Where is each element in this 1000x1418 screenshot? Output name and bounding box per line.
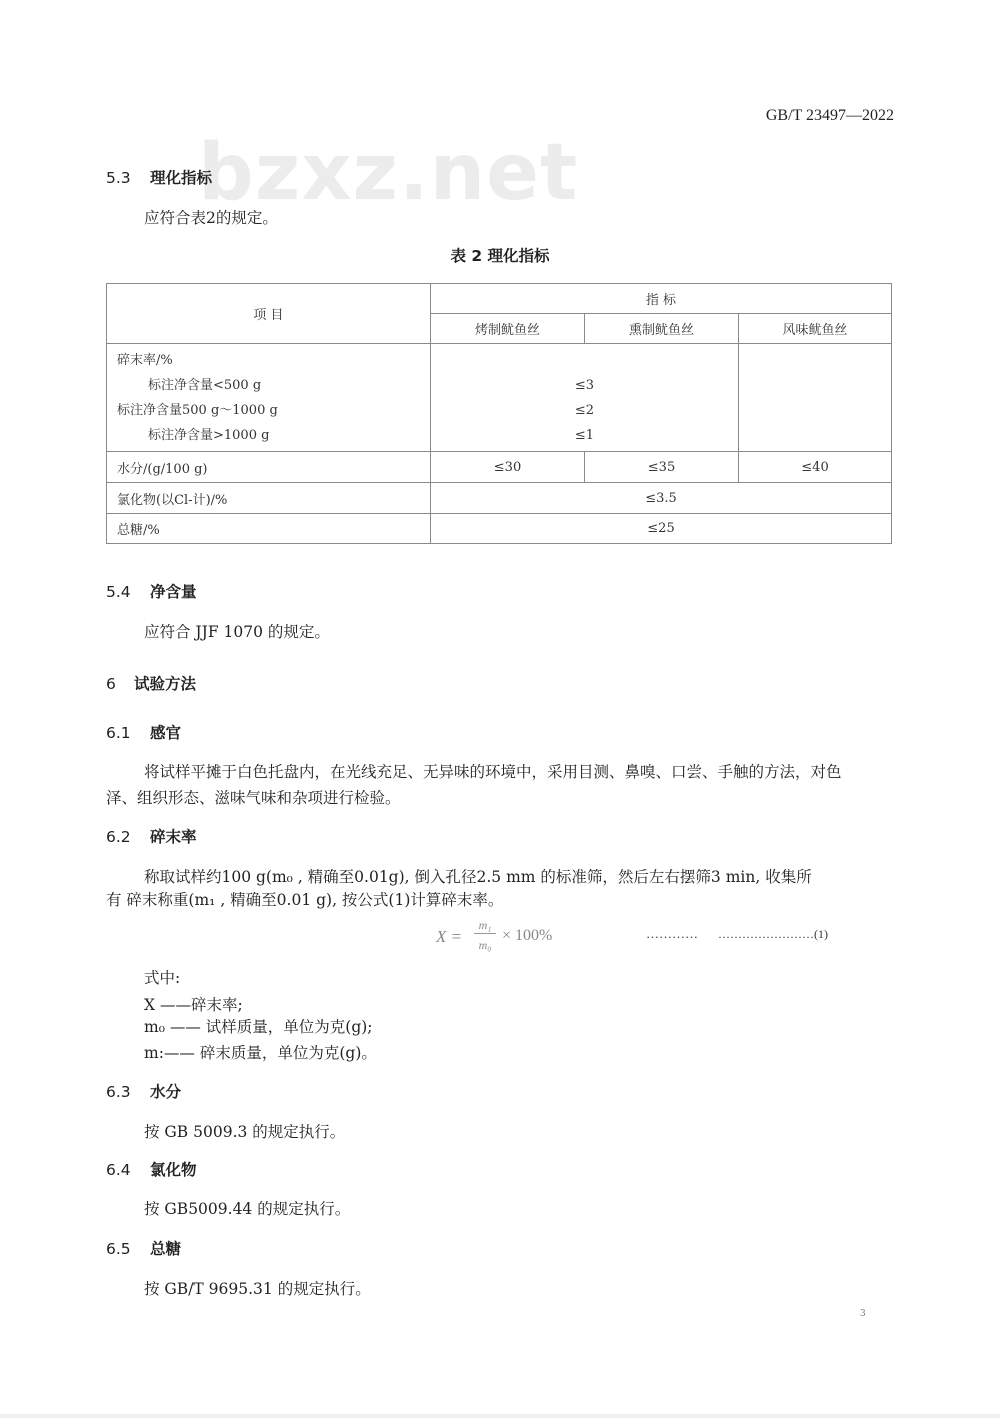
section-number: 6.3 [106, 1083, 131, 1101]
table-2 [106, 283, 892, 544]
formula-where: 式中: [144, 969, 181, 987]
section-5-4-heading [106, 580, 197, 602]
section-6-4-text: 按 GB5009.44 的规定执行。 [144, 1200, 351, 1218]
table-2-caption: 表 2 理化指标 [450, 247, 550, 265]
formula-def-x: X ——碎末率; [144, 996, 243, 1014]
section-6-1-heading [106, 721, 181, 743]
broken-title: 碎末率/% [117, 352, 173, 368]
section-title: 水分 [150, 1083, 182, 1101]
moisture-flavored: ≤40 [739, 452, 892, 483]
section-number: 5.3 [106, 169, 131, 187]
chloride-value: ≤3.5 [431, 483, 892, 514]
section-number: 6.2 [106, 828, 131, 846]
section-number: 6 [106, 675, 116, 693]
header-item: 项 目 [107, 284, 431, 344]
broken-sub-3: 标注净含量>1000 g [148, 427, 270, 443]
broken-flavored-empty [739, 344, 892, 452]
header-roasted: 烤制鱿鱼丝 [431, 314, 585, 344]
section-title: 试验方法 [134, 675, 197, 693]
section-number: 6.4 [106, 1161, 131, 1179]
row-broken-values [431, 344, 739, 452]
row-sugar-label: 总糖/% [107, 514, 431, 544]
moisture-smoked: ≤35 [585, 452, 739, 483]
row-moisture-label: 水分/(g/100 g) [107, 452, 431, 483]
row-chloride-label: 氯化物(以Cl-计)/% [107, 483, 431, 514]
section-5-3-heading [106, 166, 212, 188]
moisture-roasted: ≤30 [431, 452, 585, 483]
section-title: 总糖 [150, 1240, 182, 1258]
formula-dots-1: ………… [646, 926, 698, 941]
section-6-heading [106, 672, 196, 694]
sugar-value: ≤25 [431, 514, 892, 544]
broken-sub-1: 标注净含量<500 g [148, 377, 262, 393]
header-index: 指 标 [431, 284, 892, 314]
broken-value-2: ≤2 [574, 402, 595, 418]
header-smoked: 熏制鱿鱼丝 [585, 314, 739, 344]
section-title: 净含量 [150, 583, 197, 601]
formula-def-m: m:—— 碎末质量，单位为克(g)。 [144, 1044, 377, 1062]
page-number: 3 [860, 1309, 866, 1319]
formula-dots-2: ……………………(1) [718, 927, 828, 941]
section-number: 6.1 [106, 724, 131, 742]
section-title: 感官 [150, 724, 182, 742]
section-5-3-text: 应符合表2的规定。 [144, 209, 278, 227]
watermark: bzxz.net [198, 128, 579, 218]
standard-number: GB/T 23497—2022 [765, 107, 894, 124]
section-6-2-line-1: 称取试样约100 g(m₀ , 精确至0.01g), 倒入孔径2.5 mm 的标准筛，然后左右摆筛3 min, 收集所 [144, 868, 812, 886]
section-6-5-text: 按 GB/T 9695.31 的规定执行。 [144, 1280, 371, 1298]
formula-numerator: m₁ [474, 918, 496, 934]
section-6-3-text: 按 GB 5009.3 的规定执行。 [144, 1123, 346, 1141]
section-6-5-heading [106, 1237, 181, 1259]
formula-rhs: × 100% [502, 927, 553, 944]
page-bottom-edge [0, 1414, 1000, 1418]
section-title: 氯化物 [150, 1161, 197, 1179]
broken-value-1: ≤3 [574, 377, 595, 393]
section-6-1-line-2: 泽、组织形态、滋味气味和杂项进行检验。 [106, 789, 401, 807]
section-6-1-line-1: 将试样平摊于白色托盘内，在光线充足、无异味的环境中，采用目测、鼻嗅、口尝、手触的方法，对色 [144, 763, 842, 781]
section-6-2-heading [106, 825, 197, 847]
section-title: 碎末率 [150, 828, 197, 846]
broken-sub-2: 标注净含量500 g～1000 g [117, 402, 278, 418]
row-broken-label [107, 344, 431, 452]
formula-def-m0: m₀ —— 试样质量，单位为克(g); [144, 1018, 373, 1036]
section-6-3-heading [106, 1080, 181, 1102]
header-flavored: 风味鱿鱼丝 [739, 314, 892, 344]
formula-lhs: X = [436, 927, 463, 946]
broken-value-3: ≤1 [574, 427, 595, 443]
formula-denominator: m₀ [478, 938, 492, 952]
section-6-2-line-2: 有 碎末称重(m₁ , 精确至0.01 g), 按公式(1)计算碎末率。 [106, 891, 504, 909]
section-5-4-text: 应符合 JJF 1070 的规定。 [144, 623, 330, 641]
section-6-4-heading [106, 1158, 197, 1180]
section-title: 理化指标 [150, 169, 213, 187]
section-number: 5.4 [106, 583, 131, 601]
section-number: 6.5 [106, 1240, 131, 1258]
